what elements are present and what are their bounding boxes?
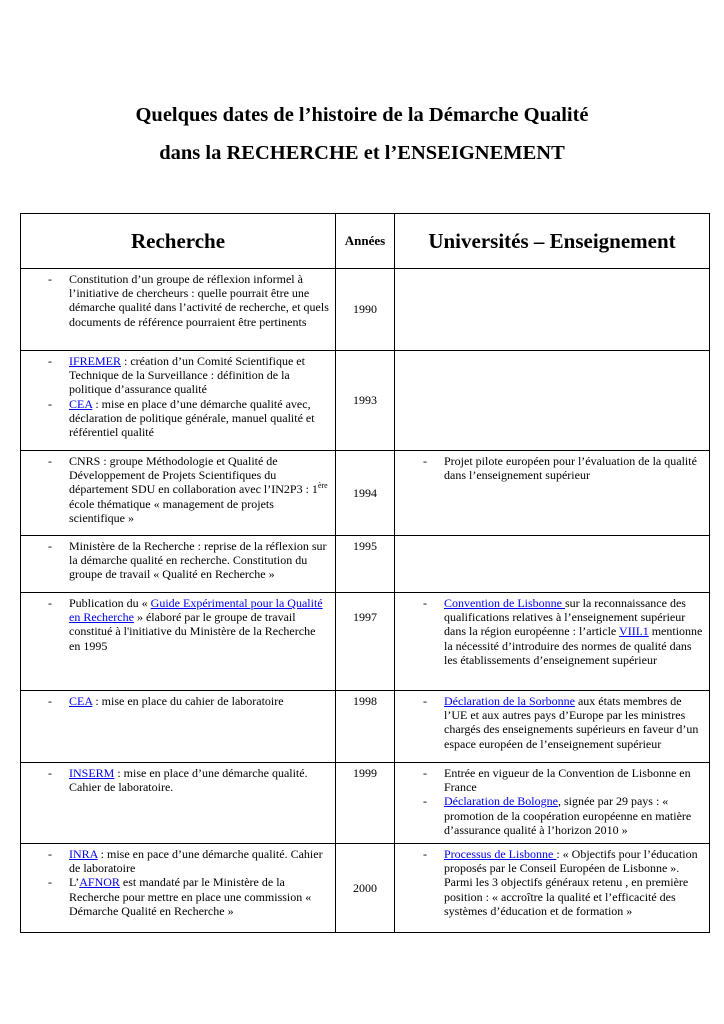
universites-cell xyxy=(395,269,710,351)
reference-link[interactable]: CEA xyxy=(69,396,93,411)
bullet-list xyxy=(21,451,335,529)
item-text: école thématique « management de projets scientifique » xyxy=(69,496,274,525)
item-text: , signée par 29 pays : « promotion de la coopération européenne en matière d’assurance qualité à l’horizon 2010 » xyxy=(444,794,692,837)
item-text: : mise en place du cahier de laboratoire xyxy=(92,694,284,708)
recherche-cell xyxy=(21,844,336,933)
recherche-cell xyxy=(21,593,336,691)
list-item xyxy=(21,875,329,918)
bullet-list xyxy=(395,763,709,841)
list-item xyxy=(395,847,703,918)
year-cell xyxy=(336,536,395,593)
reference-link[interactable]: INRA xyxy=(69,847,98,861)
bullet-list xyxy=(21,763,335,798)
item-text: : mise en place d’une démarche qualité. Cahier de laboratoire. xyxy=(69,766,308,795)
reference-link[interactable]: Guide Expérimental pour la Qualité en Recherche xyxy=(69,596,323,625)
table-row xyxy=(21,536,710,593)
list-item xyxy=(395,766,703,794)
item-text: Ministère de la Recherche : reprise de la réflexion sur la démarche qualité en recherche. Constitution du groupe de travail « Qualité en Recherche » xyxy=(69,539,327,582)
bullet-list xyxy=(21,269,335,333)
list-item xyxy=(21,397,329,440)
year: 1994 xyxy=(353,485,377,500)
year: 1993 xyxy=(353,393,377,408)
table-row xyxy=(21,593,710,691)
universites-cell xyxy=(395,593,710,691)
year: 1999 xyxy=(353,766,377,780)
list-item xyxy=(21,454,329,525)
item-text: Projet pilote européen pour l’évaluation de la qualité dans l’enseignement supérieur xyxy=(444,454,697,483)
reference-link[interactable]: INSERM xyxy=(69,766,115,780)
universites-cell xyxy=(395,536,710,593)
bullet-list xyxy=(395,844,709,922)
year-cell xyxy=(336,451,395,536)
list-item xyxy=(395,596,703,667)
recherche-cell xyxy=(21,451,336,536)
year: 1990 xyxy=(353,302,377,317)
year-cell xyxy=(336,593,395,691)
universites-cell xyxy=(395,691,710,763)
history-table xyxy=(20,213,710,933)
document-title-line-1: Quelques dates de l’histoire de la Démarche Qualité xyxy=(135,104,589,126)
year-cell xyxy=(336,844,395,933)
year: 1997 xyxy=(353,610,377,624)
reference-link[interactable]: Convention de Lisbonne xyxy=(444,596,565,610)
universites-cell xyxy=(395,763,710,844)
list-item xyxy=(21,694,329,708)
table-row xyxy=(21,269,710,351)
bullet-list xyxy=(21,691,335,712)
year-cell xyxy=(336,763,395,844)
table-row xyxy=(21,844,710,933)
header-annees: Années xyxy=(336,214,395,269)
list-item xyxy=(21,596,329,653)
reference-link[interactable]: Processus de Lisbonne xyxy=(444,847,557,861)
document-title-line-2: dans la RECHERCHE et l’ENSEIGNEMENT xyxy=(159,142,565,164)
item-text: sur la reconnaissance des qualifications relatives à l’enseignement supérieur dans la région européenne : l’article xyxy=(444,596,686,639)
universites-cell xyxy=(395,351,710,451)
year: 1998 xyxy=(353,694,377,708)
year-cell xyxy=(336,691,395,763)
reference-link[interactable]: CEA xyxy=(69,694,93,708)
item-text: : mise en place d’une démarche qualité avec, déclaration de politique générale, manuel qualité et référentiel qualité xyxy=(69,396,315,440)
universites-cell xyxy=(395,451,710,536)
header-universites: Universités – Enseignement xyxy=(395,214,710,269)
reference-link[interactable]: Déclaration de Bologne xyxy=(444,794,558,809)
table-row xyxy=(21,763,710,844)
table-row xyxy=(21,351,710,451)
item-text: Constitution d’un groupe de réflexion informel à l’initiative de chercheurs : quelle pourrait être une démarche qualité dans l’activité de recherche, et quels documents de référence pourraient être pertinents xyxy=(69,272,329,329)
recherche-cell xyxy=(21,269,336,351)
year-cell xyxy=(336,269,395,351)
year-cell xyxy=(336,351,395,451)
list-item xyxy=(21,539,329,582)
recherche-cell xyxy=(21,763,336,844)
superscript-text: ère xyxy=(317,481,328,491)
bullet-list xyxy=(395,691,709,755)
bullet-list xyxy=(21,536,335,586)
recherche-cell xyxy=(21,691,336,763)
item-text: : « Objectifs pour l’éducation proposés par le Conseil Européen de Lisbonne ». Parmi les 3 objectifs généraux retenu , en première position : « accroître la qualité et l’efficacité des systèmes d’éducation et de formation » xyxy=(444,847,698,918)
item-text: mentionne la nécessité d’introduire des normes de qualité dans les établissements d’enseignement supérieur xyxy=(444,624,703,667)
list-item xyxy=(21,847,329,875)
item-text: Publication du « xyxy=(69,596,151,610)
bullet-list xyxy=(21,351,335,443)
reference-link[interactable]: IFREMER xyxy=(69,354,122,368)
universites-cell xyxy=(395,844,710,933)
item-text: Entrée en vigueur de la Convention de Lisbonne en France xyxy=(444,766,691,795)
list-item xyxy=(395,794,703,837)
reference-link[interactable]: VIII.1 xyxy=(619,624,649,639)
bullet-list xyxy=(395,593,709,671)
list-item xyxy=(21,766,329,794)
item-text: CNRS : groupe Méthodologie et Qualité de Développement de Projets Scientifiques du département SDU en collaboration avec l’IN2P3 : 1 xyxy=(69,454,318,497)
item-text: : mise en pace d’une démarche qualité. Cahier de laboratoire xyxy=(69,847,323,876)
recherche-cell xyxy=(21,536,336,593)
list-item xyxy=(21,354,329,397)
bullet-list xyxy=(21,844,335,922)
bullet-list xyxy=(21,593,335,657)
header-recherche: Recherche xyxy=(21,214,336,269)
bullet-list xyxy=(395,451,709,486)
table-row xyxy=(21,451,710,536)
list-item xyxy=(395,694,703,751)
item-text: » élaboré par le groupe de travail constitué à l'initiative du Ministère de la Recherche en 1995 xyxy=(69,610,316,653)
table-row xyxy=(21,691,710,763)
list-item xyxy=(21,272,329,329)
year: 2000 xyxy=(353,880,377,895)
list-item xyxy=(395,454,703,482)
reference-link[interactable]: Déclaration de la Sorbonne xyxy=(444,694,575,708)
item-text: aux états membres de l’UE et aux autres pays d’Europe par les ministres chargés des enseignements supérieurs en faveur d’un espace européen de l’enseignement supérieur xyxy=(444,694,699,751)
item-text: L’ xyxy=(69,875,80,890)
recherche-cell xyxy=(21,351,336,451)
item-text: est mandaté par le Ministère de la Recherche pour mettre en place une commission « Démarche Qualité en Recherche » xyxy=(69,875,312,918)
item-text: : création d’un Comité Scientifique et Technique de la Surveillance : définition de la politique d’assurance qualité xyxy=(69,354,305,397)
reference-link[interactable]: AFNOR xyxy=(79,875,120,890)
year: 1995 xyxy=(353,539,377,553)
